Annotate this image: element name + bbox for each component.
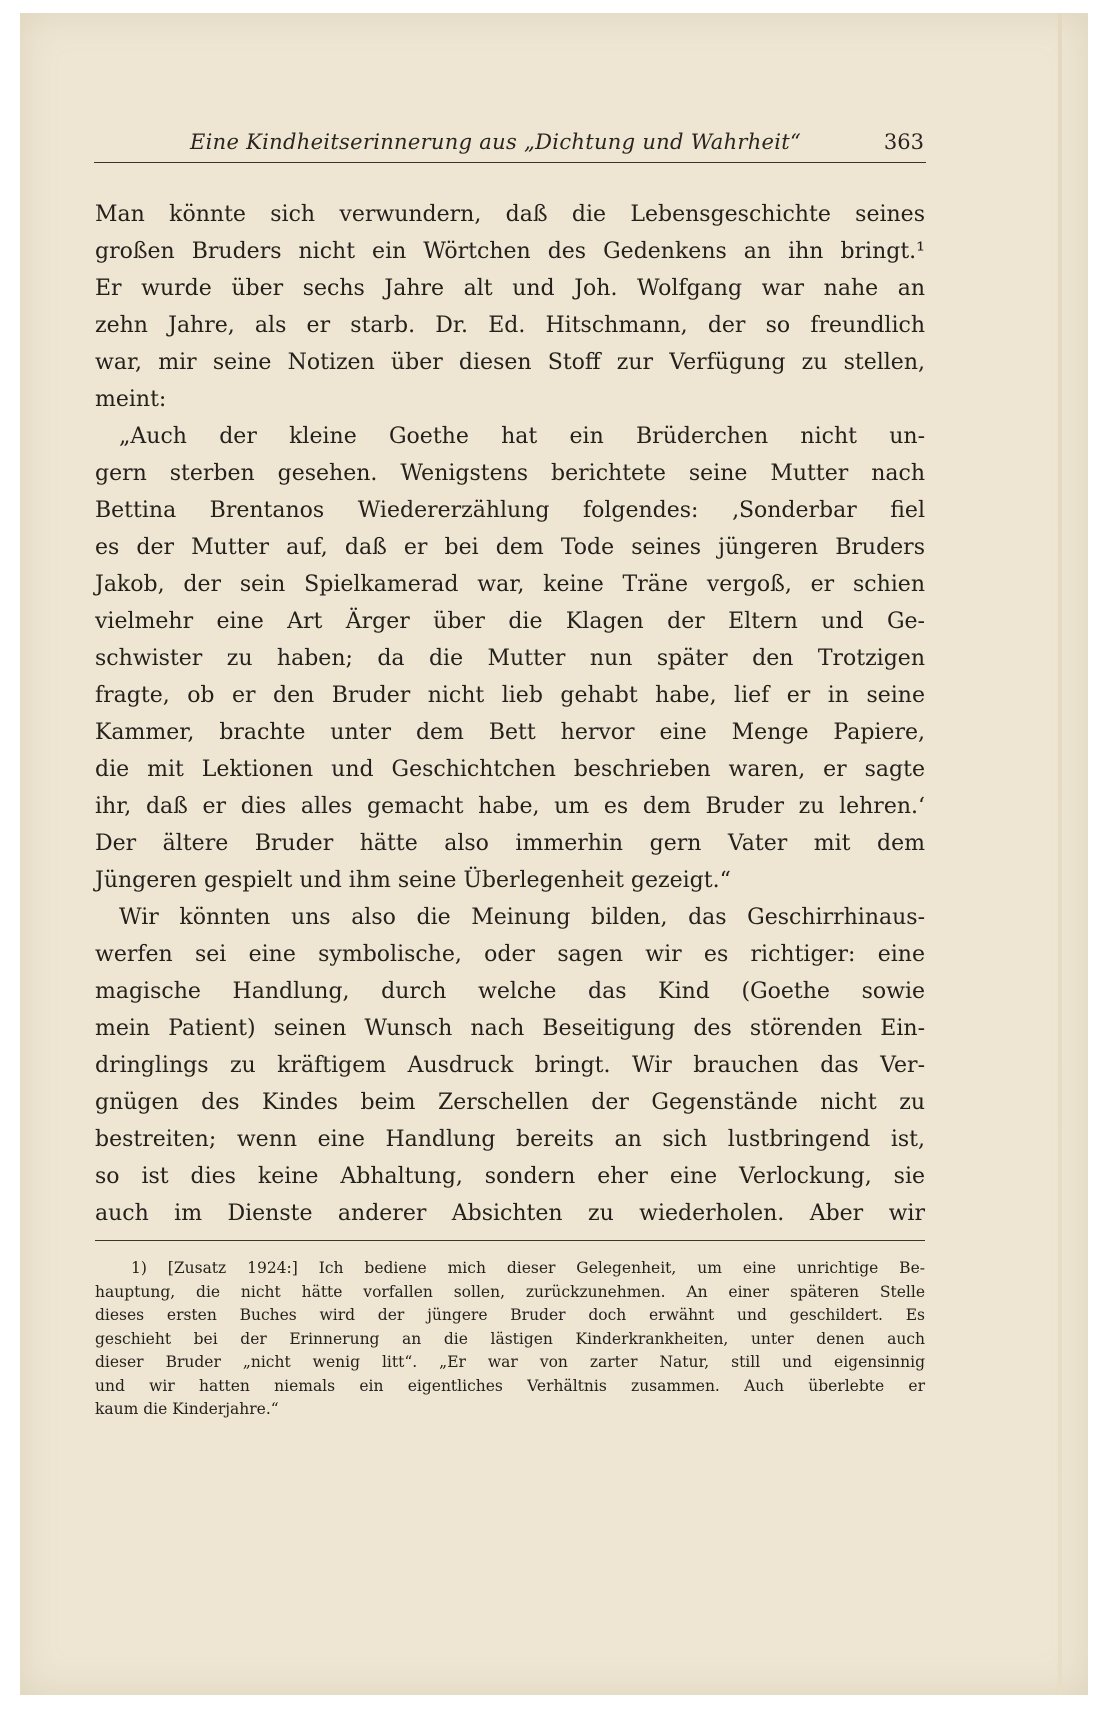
body-line: so ist dies keine Abhaltung, sondern eher eine Verlockung, sie — [95, 1164, 925, 1189]
header-rule — [94, 162, 926, 163]
footnotes — [95, 1257, 925, 1422]
footnote-line: hauptung, die nicht hätte vorfallen sollen, zurückzunehmen. An einer späteren Stelle — [95, 1282, 925, 1301]
page-edge-shading — [1058, 13, 1062, 1695]
footnote-line: dieser Bruder „nicht wenig litt“. „Er war von zarter Natur, still und eigensinnig — [95, 1353, 925, 1371]
body-line: Jakob, der sein Spielkamerad war, keine Träne vergoß, er schien — [95, 572, 925, 597]
body-line: mein Patient) seinen Wunsch nach Beseitigung des störenden Ein- — [95, 1016, 925, 1041]
body-line: Jüngeren gespielt und ihm seine Überlegenheit gezeigt.“ — [95, 868, 731, 893]
body-line: gnügen des Kindes beim Zerschellen der Gegenstände nicht zu — [95, 1090, 925, 1115]
body-text — [95, 196, 925, 1232]
body-line: Kammer, brachte unter dem Bett hervor eine Menge Papiere, — [95, 720, 925, 745]
body-line: „Auch der kleine Goethe hat ein Brüderchen nicht un- — [119, 424, 925, 449]
body-line: werfen sei eine symbolische, oder sagen wir es richtiger: eine — [95, 942, 925, 967]
footnote-rule — [95, 1240, 925, 1241]
footnote-line: dieses ersten Buches wird der jüngere Bruder doch erwähnt und geschildert. Es — [95, 1306, 925, 1324]
body-line: meint: — [95, 387, 167, 412]
body-line: die mit Lektionen und Geschichtchen beschrieben waren, er sagte — [95, 757, 925, 782]
body-line: Der ältere Bruder hätte also immerhin gern Vater mit dem — [95, 831, 925, 856]
body-line: dringlings zu kräftigem Ausdruck bringt. Wir brauchen das Ver- — [95, 1053, 925, 1078]
footnote-line: 1) [Zusatz 1924:] Ich bediene mich dieser Gelegenheit, um eine unrichtige Be- — [131, 1259, 925, 1277]
body-line: auch im Dienste anderer Absichten zu wiederholen. Aber wir — [95, 1201, 925, 1226]
footnote-line: geschieht bei der Erinnerung an die lästigen Kinderkrankheiten, unter denen auch — [95, 1329, 925, 1348]
body-line: bestreiten; wenn eine Handlung bereits an sich lustbringend ist, — [95, 1127, 925, 1152]
body-line: großen Bruders nicht ein Wörtchen des Gedenkens an ihn bringt.¹ — [95, 239, 925, 264]
footnote-line: und wir hatten niemals ein eigentliches Verhältnis zusammen. Auch überlebte er — [95, 1376, 925, 1395]
body-line: ihr, daß er dies alles gemacht habe, um es dem Bruder zu lehren.‘ — [95, 794, 925, 819]
page-number: 363 — [883, 130, 924, 154]
footnote-line: kaum die Kinderjahre.“ — [95, 1400, 279, 1418]
body-line: zehn Jahre, als er starb. Dr. Ed. Hitschmann, der so freundlich — [95, 313, 925, 338]
running-title: Eine Kindheitserinnerung aus „Dichtung und Wahrheit“ — [190, 130, 802, 154]
body-line: es der Mutter auf, daß er bei dem Tode seines jüngeren Bruders — [95, 535, 925, 560]
body-line: schwister zu haben; da die Mutter nun später den Trotzigen — [95, 646, 925, 671]
body-line: war, mir seine Notizen über diesen Stoff zur Verfügung zu stellen, — [95, 350, 925, 375]
body-line: magische Handlung, durch welche das Kind (Goethe sowie — [95, 979, 925, 1004]
body-line: Bettina Brentanos Wiedererzählung folgendes: ‚Sonderbar fiel — [95, 498, 925, 523]
body-line: vielmehr eine Art Ärger über die Klagen der Eltern und Ge- — [95, 609, 925, 634]
body-line: fragte, ob er den Bruder nicht lieb gehabt habe, lief er in seine — [95, 683, 925, 708]
body-line: Er wurde über sechs Jahre alt und Joh. Wolfgang war nahe an — [95, 276, 925, 301]
body-line: Wir könnten uns also die Meinung bilden, das Geschirrhinaus- — [119, 905, 925, 930]
body-line: gern sterben gesehen. Wenigstens berichtete seine Mutter nach — [95, 461, 925, 486]
body-line: Man könnte sich verwundern, daß die Lebensgeschichte seines — [95, 202, 925, 227]
